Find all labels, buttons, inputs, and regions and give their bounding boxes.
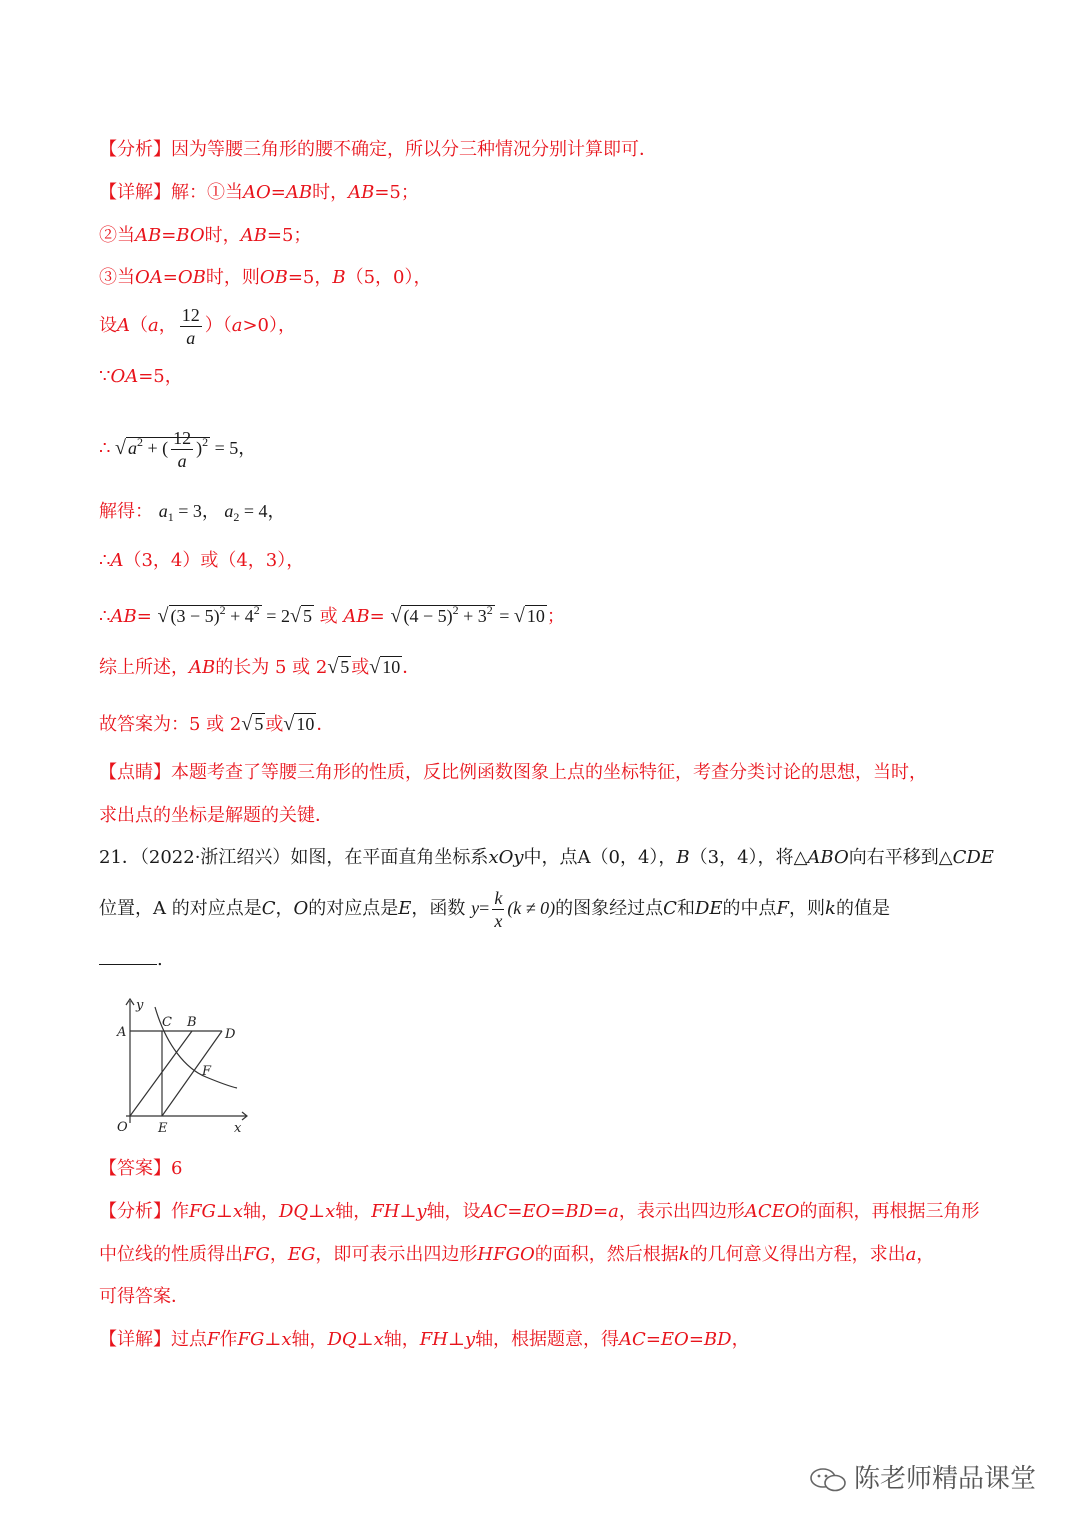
equation-oa: ∴ √ $a^2$ + ( $\frac{12}{a}$ )$^2$ = 5， [99,428,257,472]
label-e: E [158,1121,168,1136]
analysis-line: 【分析】因为等腰三角形的腰不确定，所以分三种情况分别计算即可． [99,139,657,160]
point-a-coords: ∴A（3，4）或（4，3）， [99,550,305,571]
label-c: C [162,1015,172,1030]
label-o: O [117,1120,128,1135]
segment-ob [130,1031,192,1116]
coordinate-graph [106,995,254,1137]
answer-label: 【答案】6 [99,1158,183,1179]
question-21-line-1: 21．（2022·浙江绍兴）如图，在平面直角坐标系xOy中，点A（0，4），B（3，4），将△ABO向右平移到△CDE [99,847,994,868]
answer-line: 故答案为：5 或 2√ 5 或√ 10 ． [99,713,335,735]
ab-calculation: ∴AB= √ $(3 - 5)^2 + 4^2 = 2√$ 5 或 AB= √ $(4 - 5)^2 + 3^2$ = √ 10 ； [99,603,565,627]
question-21-line-2: 位置，A 的对应点是C，O的对应点是E，函数 y= $\frac{k}{x}$ (k ≠ 0)的图象经过点C和DE的中点F，则k的值是 [99,888,890,932]
comment-line-1: 【点睛】本题考查了等腰三角形的性质，反比例函数图象上点的坐标特征，考查分类讨论的思想，当时， [99,762,927,783]
solve-result: 解得： $a_1 = 3$， $a_2 = 4$， [99,501,286,524]
analysis-21-line-2: 中位线的性质得出FG，EG，即可表示出四边形HFGO的面积，然后根据k的几何意义得出方程，求出a， [99,1244,935,1265]
blank-underline [99,946,157,965]
label-a: A [117,1025,127,1040]
analysis-21-line-1: 【分析】作FG⊥x轴，DQ⊥x轴，FH⊥y轴，设AC=EO=BD=a，表示出四边形ACEO的面积，再根据三角形 [99,1201,980,1222]
detail-case-3: ③当OA=OB时，则OB=5，B（5，0）， [99,267,432,288]
label-b: B [187,1015,197,1030]
detail-21-line-1: 【详解】过点F作FG⊥x轴，DQ⊥x轴，FH⊥y轴，根据题意，得AC=EO=BD， [99,1329,750,1350]
analysis-21-line-3: 可得答案． [99,1286,189,1307]
wechat-watermark [808,1458,1036,1495]
watermark-text: 陈老师精品课堂 [854,1464,1037,1494]
wechat-icon [808,1467,848,1493]
detail-case-1: 【详解】解：①当AO=AB时，AB=5； [99,182,419,203]
comment-line-2: 求出点的坐标是解题的关键． [99,805,333,826]
answer-blank: . [99,946,163,972]
label-f: F [202,1064,212,1079]
label-x: x [234,1121,242,1136]
since-oa: ∵OA=5， [99,366,183,387]
fraction-12-over-a: $\frac{12}{a}$ [181,304,200,348]
detail-case-2: ②当AB=BO时，AB=5； [99,225,312,246]
summary-line: 综上所述，AB的长为 5 或 2√ 5 或√ 10 ． [99,656,421,678]
set-point-a: 设A（a， $\frac{12}{a}$ ）（a>0）， [99,304,297,348]
label-y: y [136,998,144,1013]
label-d: D [225,1027,236,1042]
